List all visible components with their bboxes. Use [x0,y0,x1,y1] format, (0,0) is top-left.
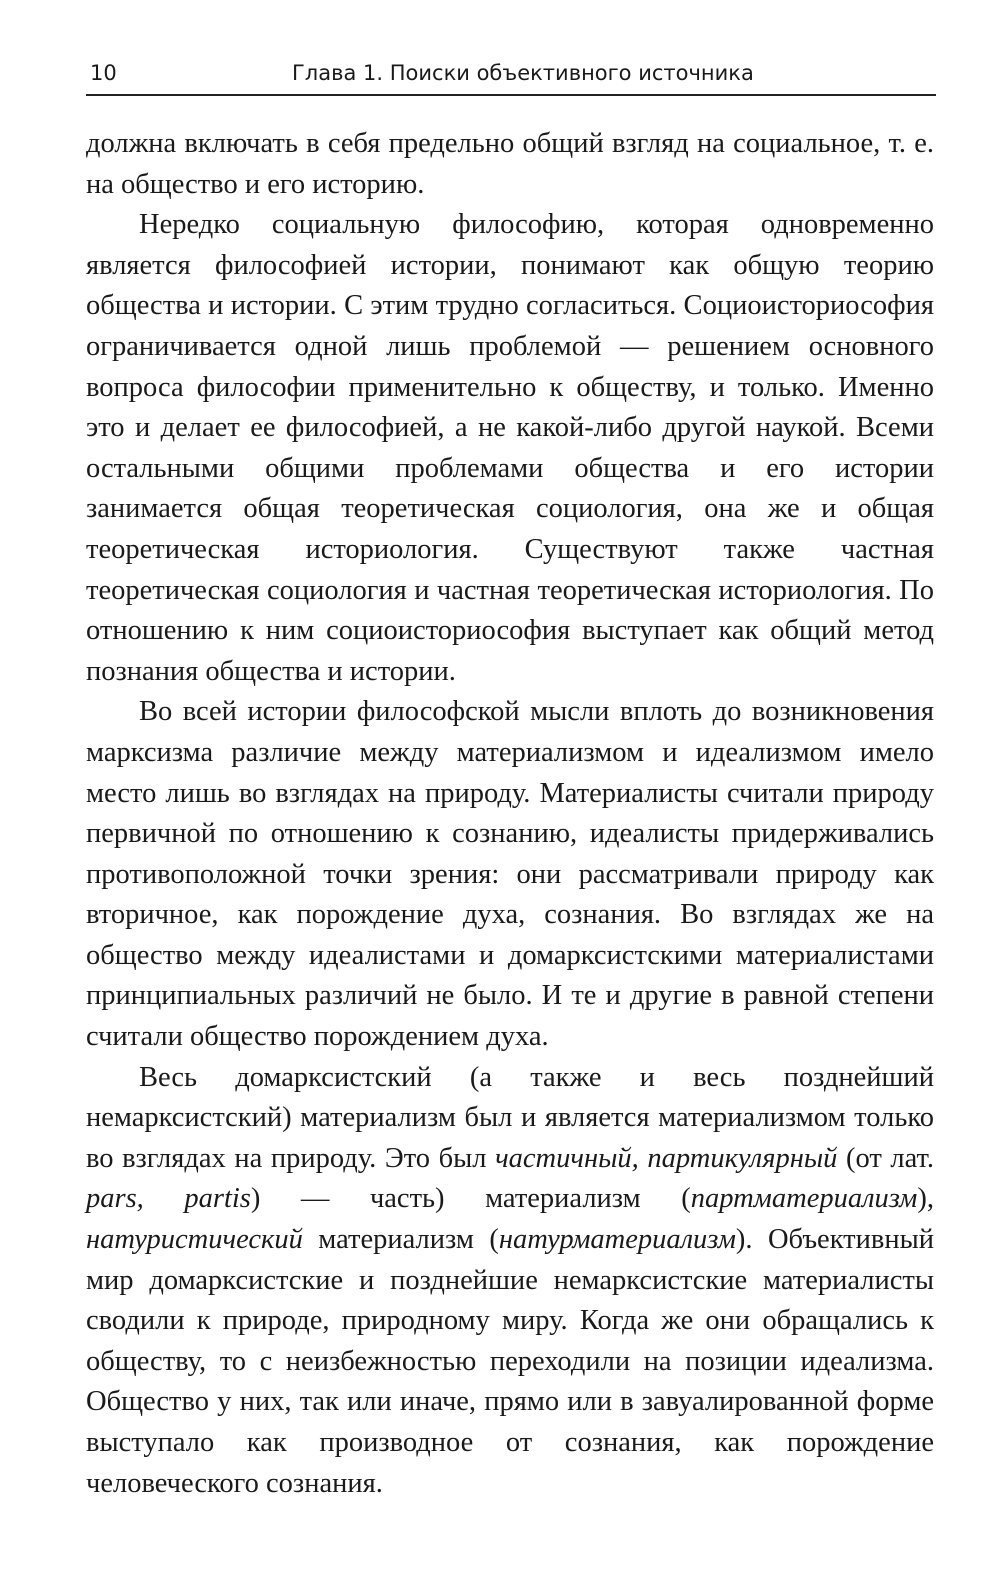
text-run: ) — часть) материализм ( [250,1183,691,1215]
body-text [86,124,934,1504]
paragraph [86,1058,934,1505]
chapter-title: Глава 1. Поиски объективного источника [292,61,754,85]
text-run: ), [917,1183,934,1215]
italic-term: натуристический [86,1224,303,1256]
italic-term: частичный, партикулярный [495,1142,838,1174]
page-number: 10 [90,61,117,85]
paragraph: Во всей истории философской мысли вплоть до возникновения марксизма различие между материализмом и идеализмом имело место лишь во взглядах на природу. Материалисты считали природу первичной по отношению к сознанию, идеалисты придерживались противоположной точки зрения: они рассматривали природу как вторичное, как порождение духа, сознания. Во взглядах же на общество между идеалистами и домарксистскими материалистами принципиальных различий не было. И те и другие в равной степени считали общество порождением духа. [86,696,934,1053]
running-header [86,58,936,96]
paragraph: Нередко социальную философию, которая одновременно является философией истории, понимают как общую теорию общества и истории. С этим трудно согласиться. Социоисториософия ограничивается одной лишь проблемой — решением основного вопроса философии применительно к обществу, и только. Именно это и делает ее философией, а не какой-либо другой наукой. Всеми остальными общими проблемами общества и его истории занимается общая теоретическая социология, она же и общая теоретическая историология. Существуют также частная теоретическая социология и частная теоретическая историология. По отношению к ним социоисториософия выступает как общий метод познания общества и истории. [86,209,934,687]
text-run: ). Объективный мир домарксистские и позднейшие немарксистские материалисты сводили к природе, природному миру. Когда же они обращались к обществу, то с неизбежностью переходили на позиции идеализма. Общество у них, так или иначе, прямо или в завуалированной форме выступало как производное от сознания, как порождение человеческого сознания. [86,1224,934,1499]
italic-term: партматериализм [690,1183,918,1215]
italic-latin-term: pars, partis [86,1183,251,1215]
text-run: (от лат. [837,1142,934,1174]
text-run: Весь домарксистский (а также и весь позднейший немарксистский) материализм был и является материализмом только во взглядах на природу. Это был [86,1061,934,1174]
paragraph-continuation: должна включать в себя предельно общий взгляд на социальное, т. е. на общество и его историю. [86,128,934,200]
text-run: материализм ( [302,1224,499,1256]
italic-term: натурматериализм [498,1224,736,1256]
